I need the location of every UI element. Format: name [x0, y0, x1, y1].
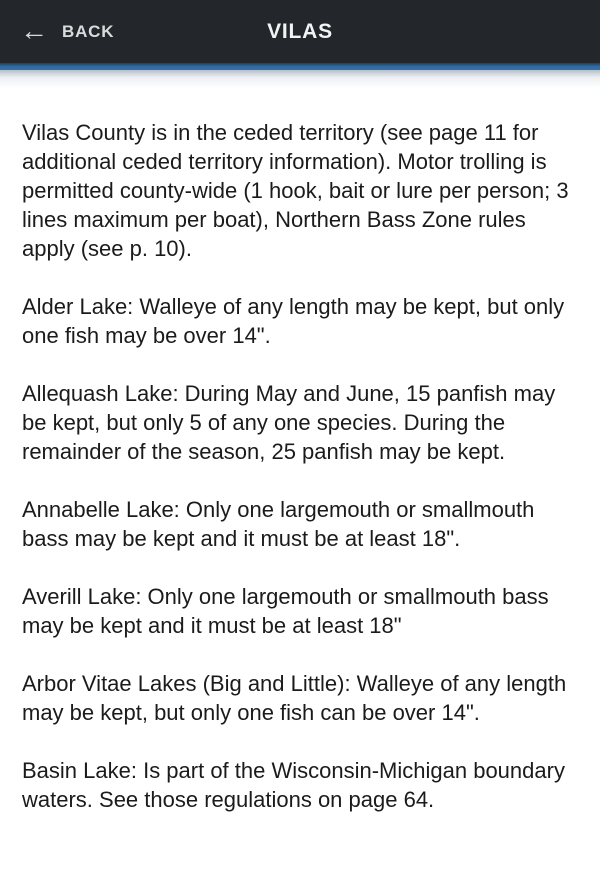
page-title: VILAS	[267, 19, 333, 43]
app-header	[0, 0, 600, 63]
regulation-paragraph-averill-lake: Averill Lake: Only one largemouth or smallmouth bass may be kept and it must be at least 18"	[22, 584, 549, 638]
regulation-paragraph-allequash-lake: Allequash Lake: During May and June, 15 panfish may be kept, but only 5 of any one species. During the remainder of the season, 25 panfish may be kept.	[22, 381, 556, 464]
regulation-paragraph-annabelle-lake: Annabelle Lake: Only one largemouth or smallmouth bass may be kept and it must be at least 18".	[22, 497, 535, 551]
county-intro-paragraph: Vilas County is in the ceded territory (see page 11 for additional ceded territory information). Motor trolling is permitted county-wide (1 hook, bait or lure per person; 3 lines maximum per boat), Northern Bass Zone rules apply (see p. 10).	[22, 120, 569, 261]
content-scroll-area[interactable]	[0, 88, 600, 875]
regulation-paragraph-basin-lake: Basin Lake: Is part of the Wisconsin-Michigan boundary waters. See those regulations on page 64.	[22, 758, 565, 812]
back-button-label: BACK	[62, 21, 115, 41]
back-button[interactable]	[20, 14, 115, 46]
regulation-paragraph-alder-lake: Alder Lake: Walleye of any length may be kept, but only one fish may be over 14".	[22, 294, 565, 348]
regulation-paragraph-arbor-vitae-lakes: Arbor Vitae Lakes (Big and Little): Walleye of any length may be kept, but only one fish can be over 14".	[22, 671, 567, 725]
header-accent-stripe	[0, 63, 600, 70]
header-drop-shadow	[0, 70, 600, 88]
back-arrow-icon: ←	[20, 14, 48, 46]
